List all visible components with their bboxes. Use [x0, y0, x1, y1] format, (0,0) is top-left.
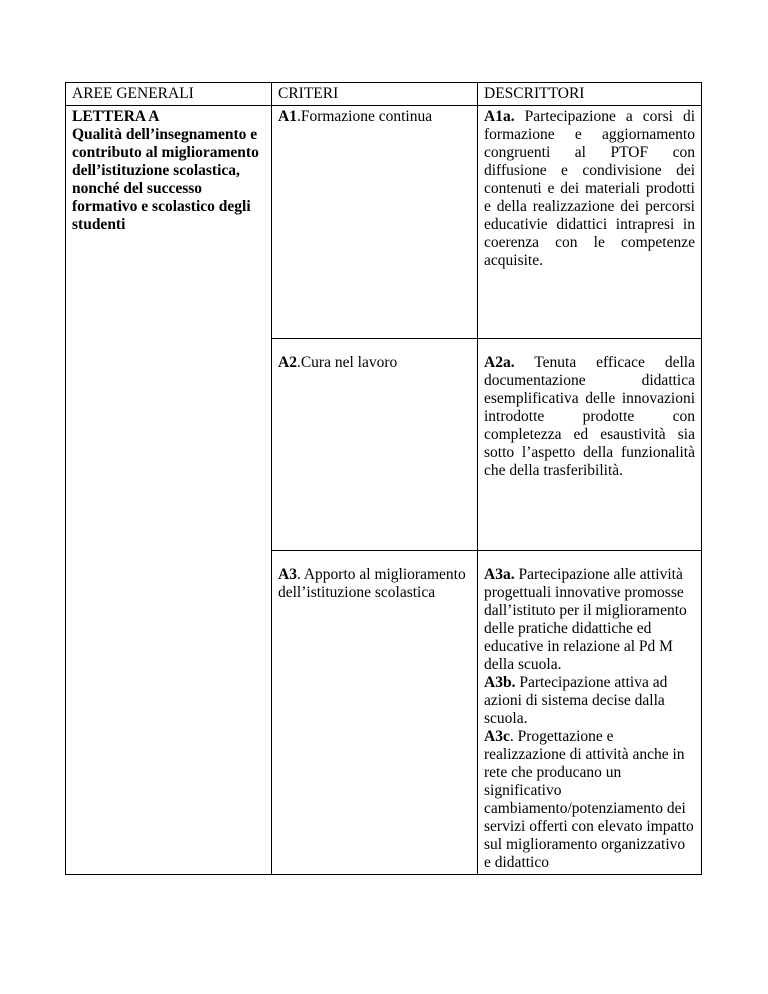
descriptor-text: Partecipazione alle attività progettuali innovative promosse dall’istituto per il miglioramento delle pratiche didattiche ed educative in relazione al Pd M della scuola. [484, 566, 687, 673]
area-title: Qualità dell’insegnamento e contributo al miglioramento dell’istituzione scolastica, nonché del successo formativo e scolastico degli studenti [72, 126, 259, 233]
descriptor-code: A3c [484, 728, 510, 745]
descriptor-cell [478, 339, 702, 551]
descriptor-item [484, 566, 695, 674]
header-criteri: CRITERI [272, 83, 478, 106]
descriptor-item [484, 354, 695, 480]
descriptor-text: Partecipazione attiva ad azioni di sistema decise dalla scuola. [484, 674, 668, 727]
criterion-code: A3 [278, 566, 297, 583]
area-cell [66, 106, 272, 875]
criterion-code: A2 [278, 354, 297, 371]
criterion-cell [272, 106, 478, 339]
descriptor-code: A1a. [484, 108, 515, 125]
header-descrittori: DESCRITTORI [478, 83, 702, 106]
descriptor-code: A2a. [484, 354, 515, 371]
descriptor-item [484, 674, 695, 728]
criterion-text: .Cura nel lavoro [296, 354, 398, 371]
descriptor-code: A3b. [484, 674, 516, 691]
descriptor-cell [478, 106, 702, 339]
criterion-text: .Formazione continua [296, 108, 433, 125]
area-letter: LETTERA A [72, 108, 160, 125]
criterion-code: A1 [278, 108, 297, 125]
descriptor-cell [478, 551, 702, 875]
header-aree-generali: AREE GENERALI [66, 83, 272, 106]
descriptor-text: Partecipazione a corsi di formazione e aggiornamento congruenti al PTOF con diffusione e condivisione dei contenuti e dei materiali prodotti e della realizzazione dei percorsi educativie didattici intrapresi in coerenza con le competenze acquisite. [484, 108, 695, 269]
table-row [66, 106, 702, 339]
criterion-text: . Apporto al miglioramento dell’istituzione scolastica [278, 566, 466, 601]
descriptor-text: . Progettazione e realizzazione di attività anche in rete che producano un significativo cambiamento/potenziamento dei servizi offerti con elevato impatto sul miglioramento organizzativo e didattico [484, 728, 694, 871]
descriptor-item [484, 728, 695, 872]
descriptor-item [484, 108, 695, 270]
descriptor-code: A3a. [484, 566, 515, 583]
descriptor-text: Tenuta efficace della documentazione didattica esemplificativa delle innovazioni introdotte prodotte con completezza ed esaustività sia sotto l’aspetto della funzionalità che della trasferibilità. [484, 354, 695, 479]
criterion-cell [272, 551, 478, 875]
header-row [66, 83, 702, 106]
evaluation-criteria-table [65, 82, 702, 875]
criterion-cell [272, 339, 478, 551]
